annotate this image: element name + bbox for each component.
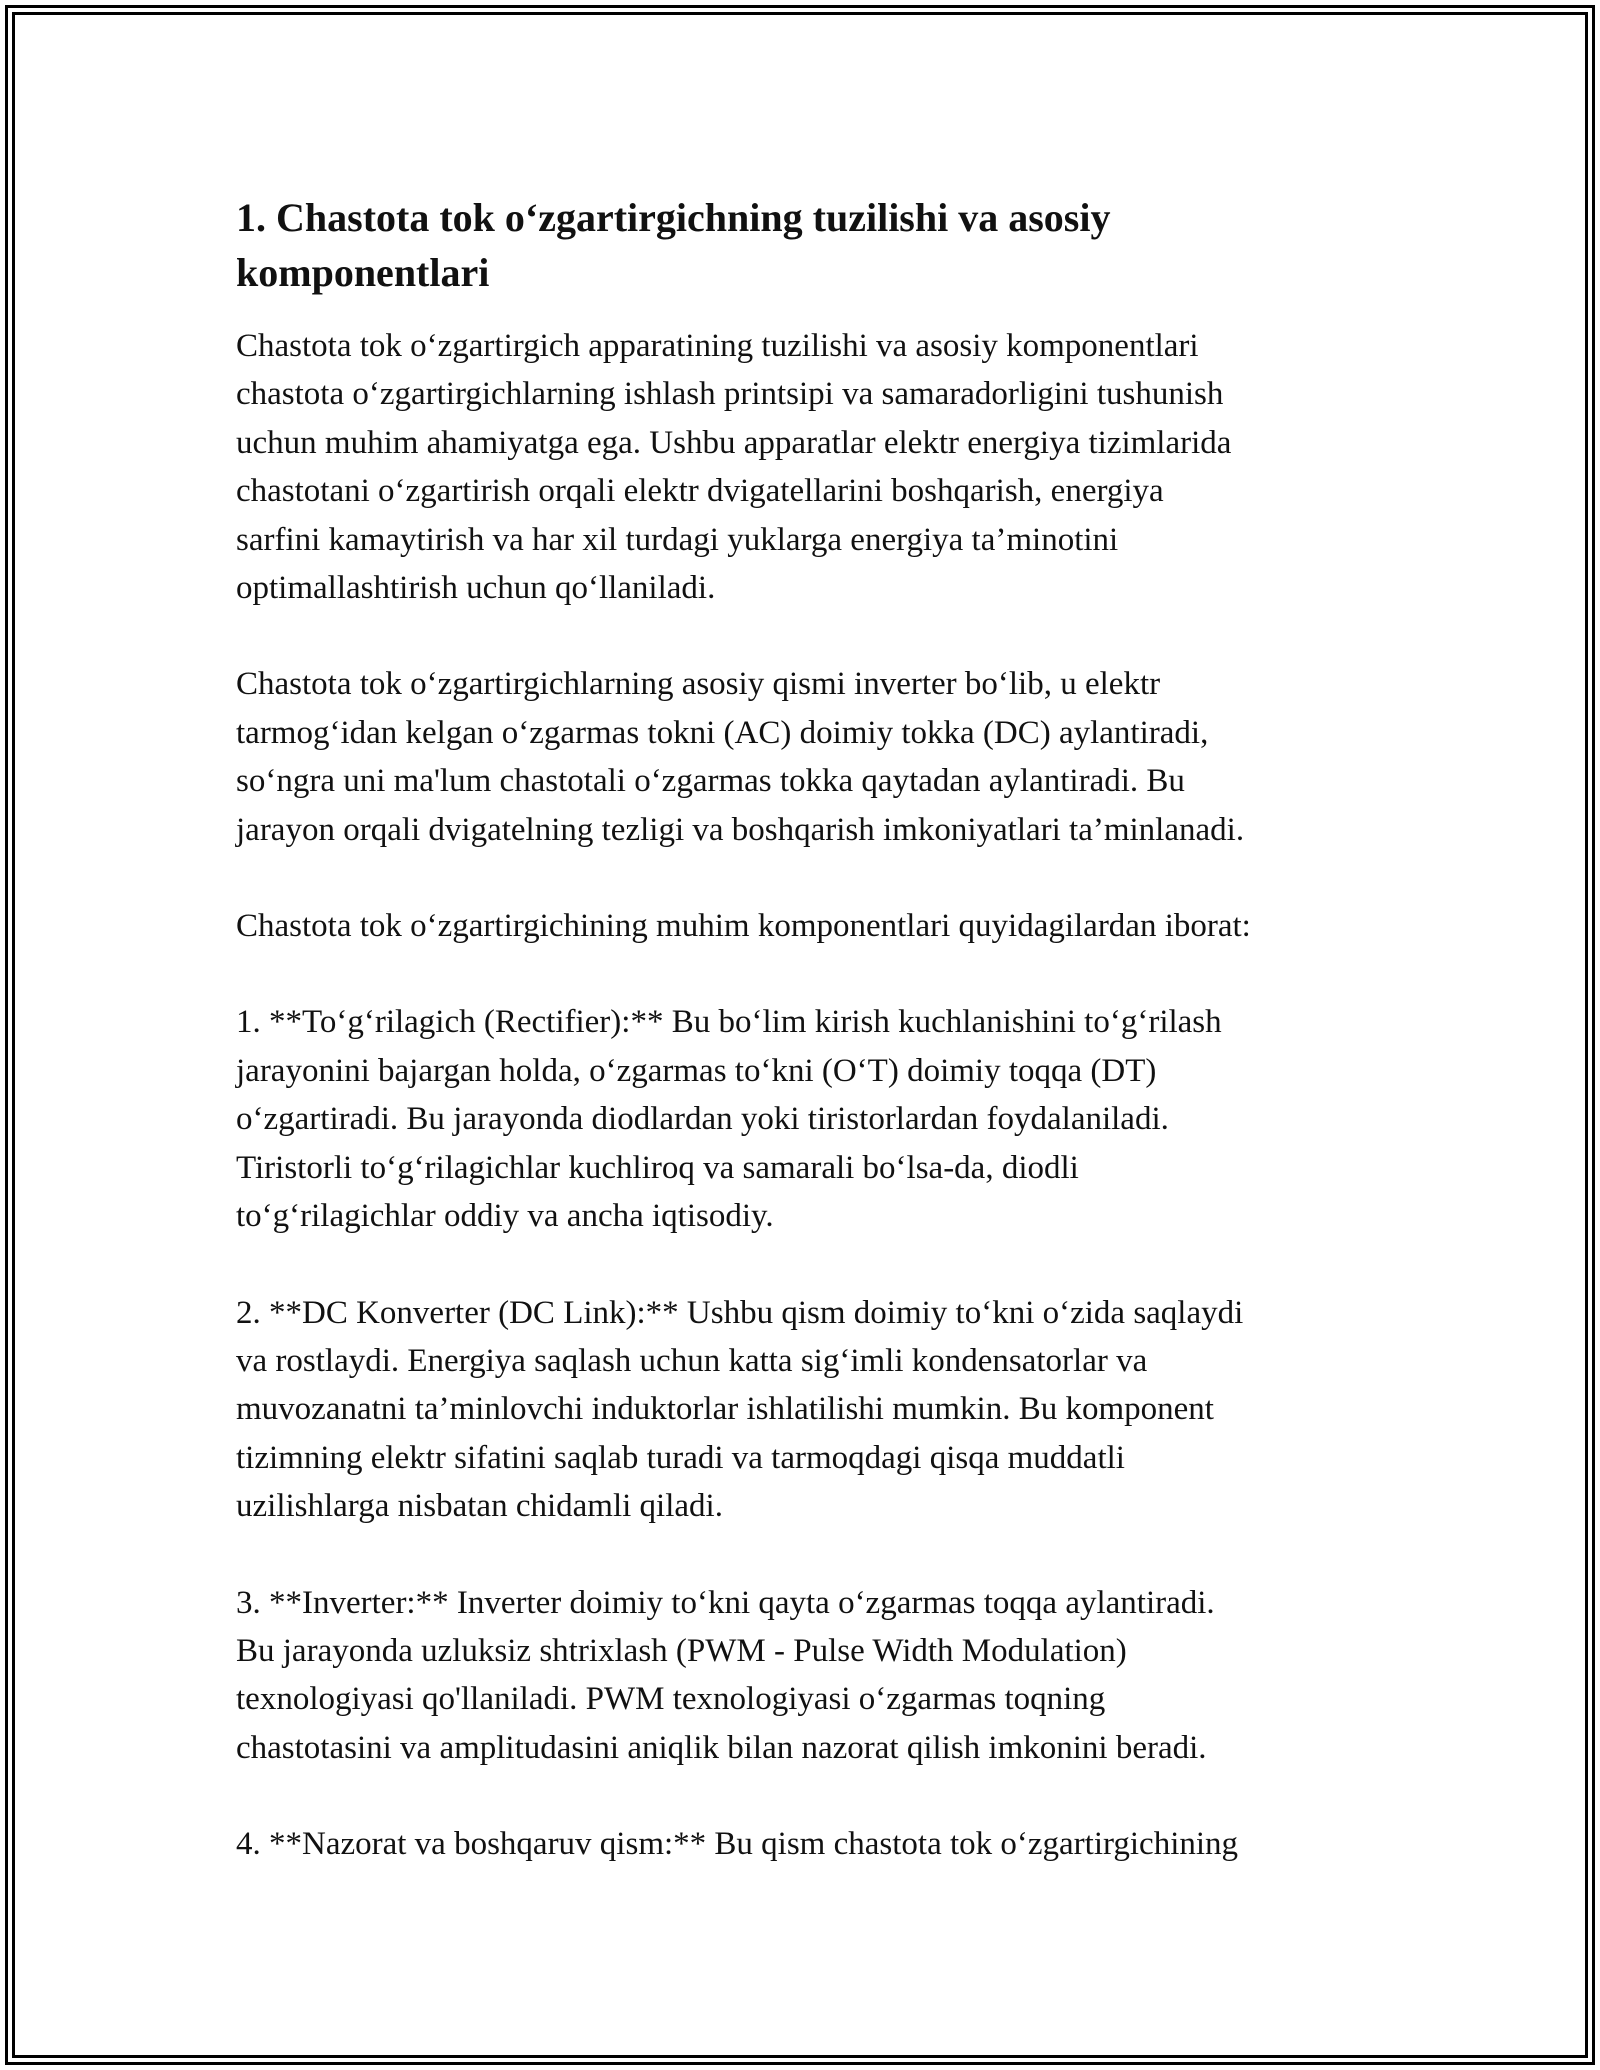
document-body (236, 190, 1386, 1917)
page-title: 1. Chastota tok o‘zgartirgichning tuzilishi va asosiy komponentlari (236, 195, 1111, 295)
list-item-control: 4. **Nazorat va boshqaruv qism:** Bu qism chastota tok o‘zgartirgichining (236, 1826, 1239, 1863)
intro-paragraph: Chastota tok o‘zgartirgich apparatining tuzilishi va asosiy komponentlari chastota o‘zgartirgichlarning ishlash printsipi va samaradorligini tushunish uchun muhim ahamiyatga ega. Ushbu apparatlar elektr energiya tizimlarida chastotani o‘zgartirish orqali elektr dvigatellarini boshqarish, energiya sarfini kamaytirish va har xil turdagi yuklarga energiya ta’minotini optimallashtirish uchun qo‘llaniladi. (236, 328, 1232, 607)
inverter-overview-paragraph: Chastota tok o‘zgartirgichlarning asosiy qismi inverter bo‘lib, u elektr tarmog‘idan kelgan o‘zgarmas tokni (AC) doimiy tokka (DC) aylantiradi, so‘ngra uni ma'lum chastotali o‘zgarmas tokka qaytadan aylantiradi. Bu jarayon orqali dvigatelning tezligi va boshqarish imkoniyatlari ta’minlanadi. (236, 666, 1245, 848)
list-item-rectifier: 1. **To‘g‘rilagich (Rectifier):** Bu bo‘lim kirish kuchlanishini to‘g‘rilash jarayonini bajargan holda, o‘zgarmas to‘kni (O‘T) doimiy toqqa (DT) o‘zgartiradi. Bu jarayonda diodlardan yoki tiristorlardan foydalaniladi. Tiristorli to‘g‘rilagichlar kuchliroq va samarali bo‘lsa-da, diodli to‘g‘rilagichlar oddiy va ancha iqtisodiy. (236, 1004, 1222, 1235)
list-item-dc-link: 2. **DC Konverter (DC Link):** Ushbu qism doimiy to‘kni o‘zida saqlaydi va rostlaydi. Energiya saqlash uchun katta sig‘imli kondensatorlar va muvozanatni ta’minlovchi induktorlar ishlatilishi mumkin. Bu komponent tizimning elektr sifatini saqlab turadi va tarmoqdagi qisqa muddatli uzilishlarga nisbatan chidamli qiladi. (236, 1294, 1244, 1525)
components-intro-paragraph: Chastota tok o‘zgartirgichining muhim komponentlari quyidagilardan iborat: (236, 908, 1251, 945)
list-item-inverter: 3. **Inverter:** Inverter doimiy to‘kni qayta o‘zgarmas toqqa aylantiradi. Bu jarayonda uzluksiz shtrixlash (PWM - Pulse Width Modulation) texnologiyasi qo'llaniladi. PWM texnologiyasi o‘zgarmas toqning chastotasini va amplitudasini aniqlik bilan nazorat qilish imkonini beradi. (236, 1584, 1215, 1766)
